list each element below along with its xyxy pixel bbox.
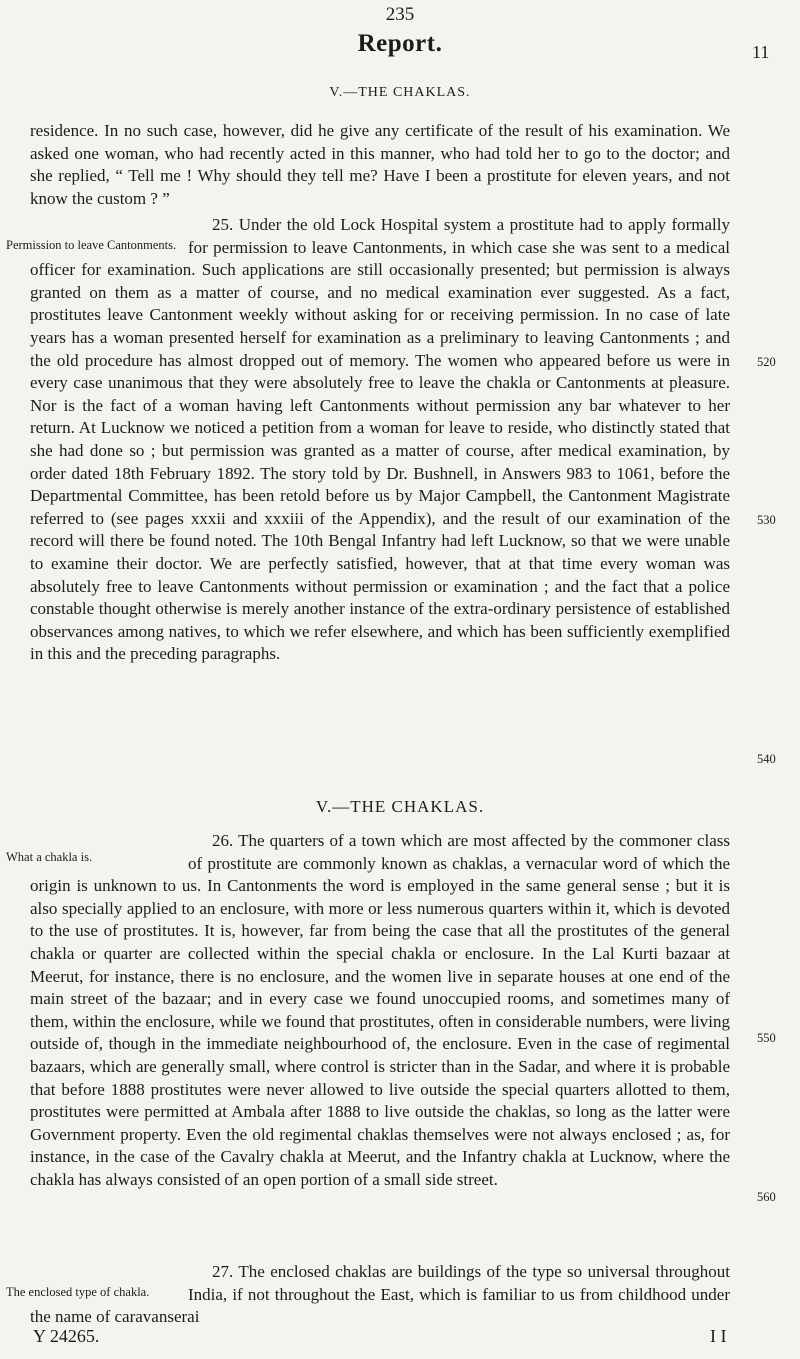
page-number: 235 bbox=[385, 4, 415, 25]
paragraph-25: Permission to leave Cantonments. 25. Under the old Lock Hospital system a prostitute had to apply formally for permission to leave Cantonments, in which case she was sent to a medical officer for examination. Such applications are still occasionally presented; but permission is always granted on them as a matter of course, and no medical examination ever suggested. As a fact, prostitutes leave Cantonment weekly without asking for or receiving permission. In no case of late years has a woman presented herself for examination as a preliminary to leaving Cantonments ; and the old procedure has almost dropped out of memory. The women who appeared before us were in every case unanimous that they were absolutely free to leave the chakla or Cantonments at pleasure. Nor is the fact of a woman having left Cantonments without permission any bar whatever to her return. At Lucknow we noticed a petition from a woman for leave to reside, who distinctly stated that she had done so ; but permission was granted as a matter of course, after medical examination, by order dated 18th February 1892. The story told by Dr. Bushnell, in Answers 983 to 1061, before the Departmental Committee, has been retold before us by Major Campbell, the Cantonment Magistrate referred to (see pages xxxii and xxxiii of the Appendix), and the result of our examination of the record will there be found noted. The 10th Bengal Infantry had left Lucknow, so that we were unable to examine their doctor. We are perfectly satisfied, however, that at that time every woman was absolutely free to leave Cantonments without permission or examination ; and the fact that a police constable thought otherwise is merely another instance of the extra-ordinary persistence of established observances among natives, to which we refer elsewhere, and which has been sufficiently exemplified in this and the preceding paragraphs. bbox=[6, 215, 730, 664]
line-number: 540 bbox=[757, 752, 776, 766]
line-number: 560 bbox=[757, 1190, 776, 1204]
running-head: V.—THE CHAKLAS. bbox=[329, 85, 471, 100]
sidenote-permission: Permission to leave Cantonments. bbox=[6, 238, 177, 252]
section-heading: V.—THE CHAKLAS. bbox=[315, 797, 485, 816]
paragraph-continuation: residence. In no such case, however, did he give any certificate of the result of his examination. We asked one woman, who had recently acted in this manner, who had told her to go to the doctor; and she replied, “ Tell me ! Why should they tell me? Have I been a prostitute for eleven years, and not know the custom ? ” bbox=[30, 121, 730, 208]
printer-signature: Y 24265. bbox=[33, 1326, 100, 1346]
folio-number: 11 bbox=[752, 42, 770, 62]
sidenote-what-chakla: What a chakla is. bbox=[6, 850, 93, 864]
sidenote-enclosed: The enclosed type of chakla. bbox=[6, 1285, 150, 1299]
sheet-mark: I I bbox=[710, 1326, 727, 1346]
page-title: Report. bbox=[357, 30, 443, 57]
paragraph-26: What a chakla is. 26. The quarters of a town which are most affected by the commoner class of prostitute are commonly known as chaklas, a vernacular word of which the origin is unknown to us. In Cantonments the word is employed in the same general sense ; but it is also specially applied to an enclosure, with more or less numerous quarters within it, which is devoted to the use of prostitutes. It is, however, far from being the case that all the prostitutes of the general chakla or quarter are collected within the special chakla or enclosure. In the Lal Kurti bazaar at Meerut, for instance, there is no enclosure, and the women live in separate houses at one end of the main street of the bazaar; and in every case we found unoccupied rooms, and sometimes many of them, within the enclosure, while we found that prostitutes, often in considerable numbers, were living outside of, though in the immediate neighbourhood of, the enclosure. Even in the case of regimental bazaars, which are generally small, where control is stricter than in the Sadar, and where it is probable that before 1888 prostitutes were never allowed to live outside the special quarters allotted to them, prostitutes were permitted at Ambala after 1888 to live outside the chaklas, so long as the latter were Government property. Even the old regimental chaklas themselves were not always enclosed ; as, for instance, in the case of the Cavalry chakla at Meerut, and the Infantry chakla at Lucknow, where the chakla has always consisted of an open portion of a small side street. bbox=[6, 831, 730, 1189]
line-number: 520 bbox=[757, 355, 776, 369]
line-number: 530 bbox=[757, 513, 776, 527]
paragraph-27: The enclosed type of chakla. 27. The enclosed chaklas are buildings of the type so universal throughout India, if not throughout the East, which is familiar to us from childhood under the name of caravanserai bbox=[6, 1262, 730, 1327]
line-number: 550 bbox=[757, 1031, 776, 1045]
